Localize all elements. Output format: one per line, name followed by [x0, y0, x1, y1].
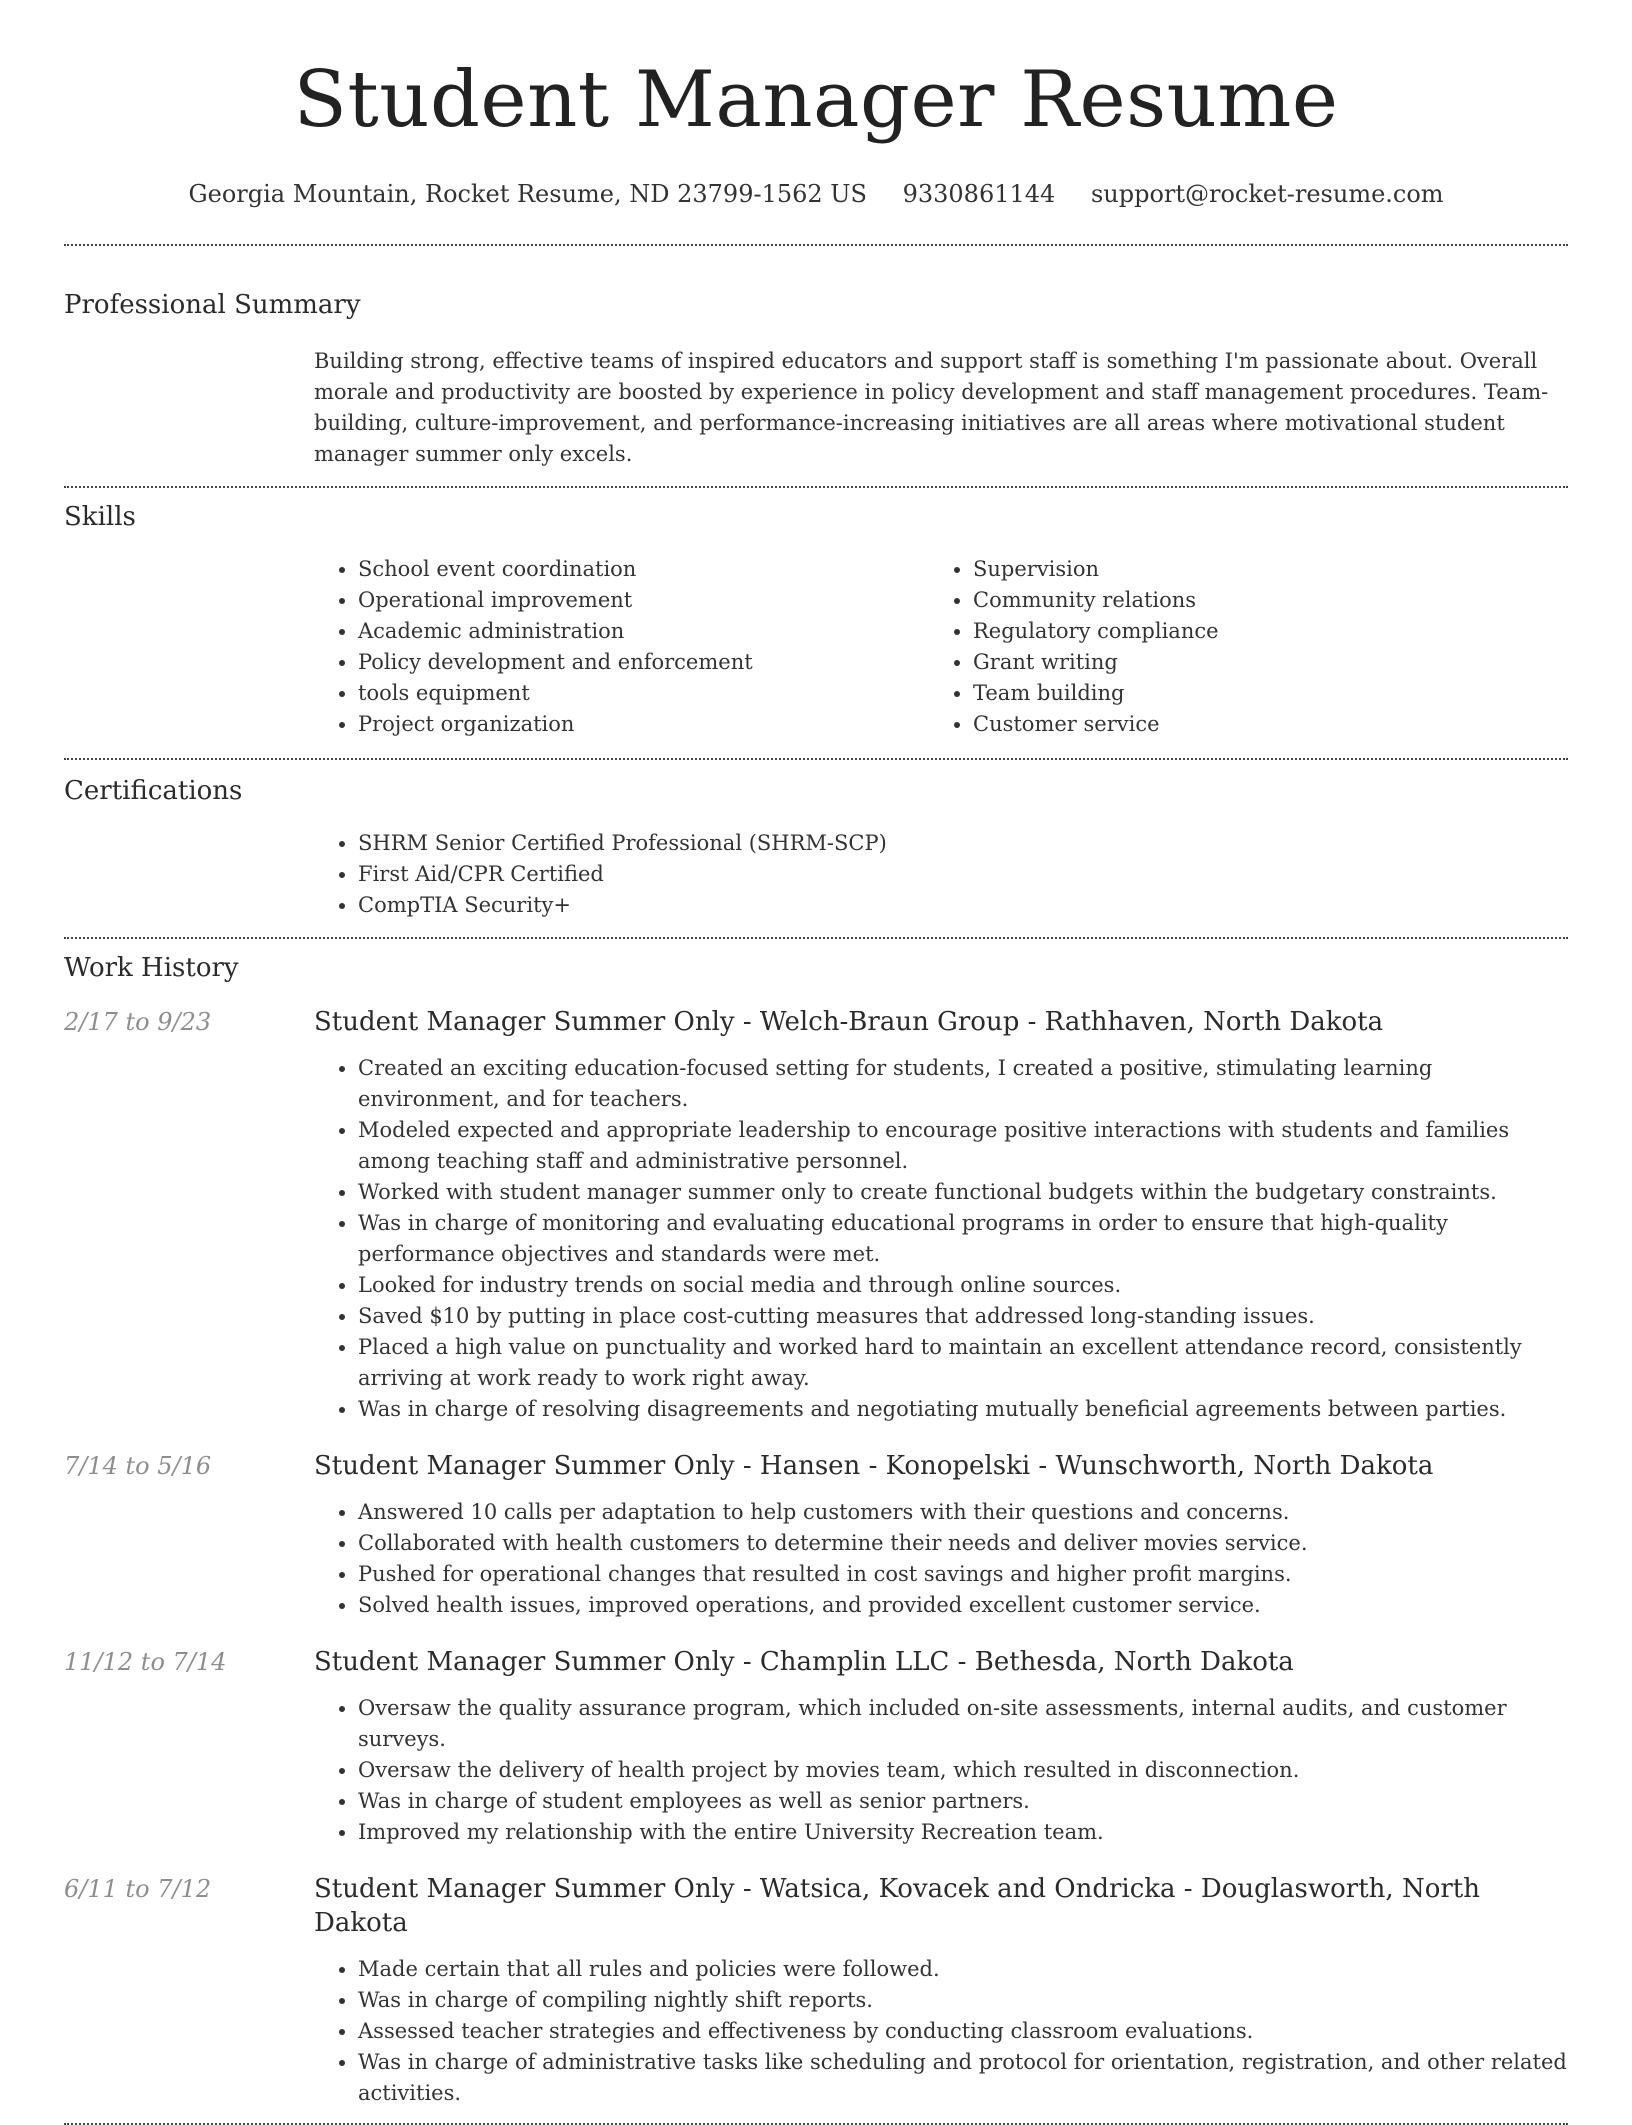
skills-list-right	[929, 554, 1544, 740]
job-date: 7/14 to 5/16	[64, 1452, 212, 1480]
job-bullet: • Was in charge of monitoring and evaluating educational programs in order to ensure that high-quality performance objectives and standards were met.	[358, 1208, 1568, 1270]
summary-text: Building strong, effective teams of inspired educators and support staff is something I'm passionate about. Overall morale and productivity are boosted by experience in policy development and staff management procedures. Team-building, culture-improvement, and performance-increasing initiatives are all areas where motivational student manager summer only excels.	[314, 349, 1549, 466]
work-history-section	[64, 939, 1568, 2123]
job-date: 6/11 to 7/12	[64, 1875, 212, 1903]
job-bullet: • Worked with student manager summer only to create functional budgets within the budgetary constraints.	[358, 1177, 1568, 1208]
skill-item: • Regulatory compliance	[973, 616, 1544, 647]
job-bullet: • Placed a high value on punctuality and worked hard to maintain an excellent attendance record, consistently arriving at work ready to work right away.	[358, 1332, 1568, 1394]
job-bullet: • Assessed teacher strategies and effectiveness by conducting classroom evaluations.	[358, 2016, 1568, 2047]
job-bullet: • Improved my relationship with the entire University Recreation team.	[358, 1817, 1568, 1848]
job-bullets	[314, 1053, 1568, 1425]
job-details	[314, 1872, 1568, 2109]
job-bullet: • Collaborated with health customers to determine their needs and deliver movies service.	[358, 1528, 1568, 1559]
skill-item: • Academic administration	[358, 616, 929, 647]
job-bullet: • Solved health issues, improved operations, and provided excellent customer service.	[358, 1590, 1568, 1621]
skills-column-right	[929, 554, 1544, 740]
job-title: Student Manager Summer Only - Welch-Braun Group - Rathhaven, North Dakota	[314, 1007, 1384, 1037]
job-bullets	[314, 1693, 1568, 1848]
job-title: Student Manager Summer Only - Hansen - Konopelski - Wunschworth, North Dakota	[314, 1451, 1434, 1481]
skill-item: • Operational improvement	[358, 585, 929, 616]
skills-list-left	[314, 554, 929, 740]
contact-phone: 9330861144	[902, 180, 1056, 208]
contact-email: support@rocket-resume.com	[1090, 180, 1444, 208]
summary-section	[64, 246, 1568, 486]
job-bullet: • Saved $10 by putting in place cost-cutting measures that addressed long-standing issues.	[358, 1301, 1568, 1332]
job-bullet: • Created an exciting education-focused setting for students, I created a positive, stimulating learning environment, and for teachers.	[358, 1053, 1568, 1115]
certification-item: • First Aid/CPR Certified	[358, 859, 1568, 890]
job-details	[314, 1449, 1568, 1621]
job-bullet: • Made certain that all rules and policies were followed.	[358, 1954, 1568, 1985]
skill-item: • Customer service	[973, 709, 1544, 740]
skill-item: • tools equipment	[358, 678, 929, 709]
skill-item: • Supervision	[973, 554, 1544, 585]
summary-heading: Professional Summary	[64, 290, 361, 320]
job-bullet: • Pushed for operational changes that resulted in cost savings and higher profit margins.	[358, 1559, 1568, 1590]
job-bullet: • Was in charge of student employees as well as senior partners.	[358, 1786, 1568, 1817]
job-bullet: • Was in charge of compiling nightly shift reports.	[358, 1985, 1568, 2016]
certifications-list	[314, 828, 1568, 921]
job-bullet: • Was in charge of resolving disagreements and negotiating mutually beneficial agreements between parties.	[358, 1394, 1568, 1425]
skill-item: • School event coordination	[358, 554, 929, 585]
job-entry	[64, 1005, 1568, 1425]
skills-section	[64, 488, 1568, 758]
skill-item: • Project organization	[358, 709, 929, 740]
job-bullets	[314, 1497, 1568, 1621]
page-title: Student Manager Resume	[293, 55, 1339, 145]
certification-item: • CompTIA Security+	[358, 890, 1568, 921]
certification-item: • SHRM Senior Certified Professional (SHRM-SCP)	[358, 828, 1568, 859]
skills-heading: Skills	[64, 502, 136, 532]
job-entry	[64, 1645, 1568, 1848]
skill-item: • Grant writing	[973, 647, 1544, 678]
skill-item: • Policy development and enforcement	[358, 647, 929, 678]
work-history-heading: Work History	[64, 953, 239, 983]
job-bullet: • Answered 10 calls per adaptation to help customers with their questions and concerns.	[358, 1497, 1568, 1528]
skills-content	[314, 554, 1568, 740]
contact-address: Georgia Mountain, Rocket Resume, ND 23799-1562 US	[188, 180, 867, 208]
contact-line	[64, 178, 1568, 210]
summary-content	[314, 346, 1568, 470]
job-entry	[64, 1449, 1568, 1621]
skill-item: • Community relations	[973, 585, 1544, 616]
skill-item: • Team building	[973, 678, 1544, 709]
skills-column-left	[314, 554, 929, 740]
job-date: 11/12 to 7/14	[64, 1648, 227, 1676]
certifications-content	[314, 828, 1568, 921]
job-title: Student Manager Summer Only - Watsica, Kovacek and Ondricka - Douglasworth, North Dakota	[314, 1874, 1480, 1938]
job-bullet: • Was in charge of administrative tasks like scheduling and protocol for orientation, registration, and other related activities.	[358, 2047, 1568, 2109]
job-entry	[64, 1872, 1568, 2109]
job-details	[314, 1005, 1568, 1425]
job-bullet: • Modeled expected and appropriate leadership to encourage positive interactions with students and families among teaching staff and administrative personnel.	[358, 1115, 1568, 1177]
job-details	[314, 1645, 1568, 1848]
certifications-heading: Certifications	[64, 776, 243, 806]
job-bullets	[314, 1954, 1568, 2109]
job-bullet: • Oversaw the delivery of health project by movies team, which resulted in disconnection.	[358, 1755, 1568, 1786]
job-date: 2/17 to 9/23	[64, 1008, 212, 1036]
job-bullet: • Looked for industry trends on social media and through online sources.	[358, 1270, 1568, 1301]
job-bullet: • Oversaw the quality assurance program, which included on-site assessments, internal audits, and customer surveys.	[358, 1693, 1568, 1755]
job-title: Student Manager Summer Only - Champlin LLC - Bethesda, North Dakota	[314, 1647, 1294, 1677]
certifications-section	[64, 760, 1568, 937]
